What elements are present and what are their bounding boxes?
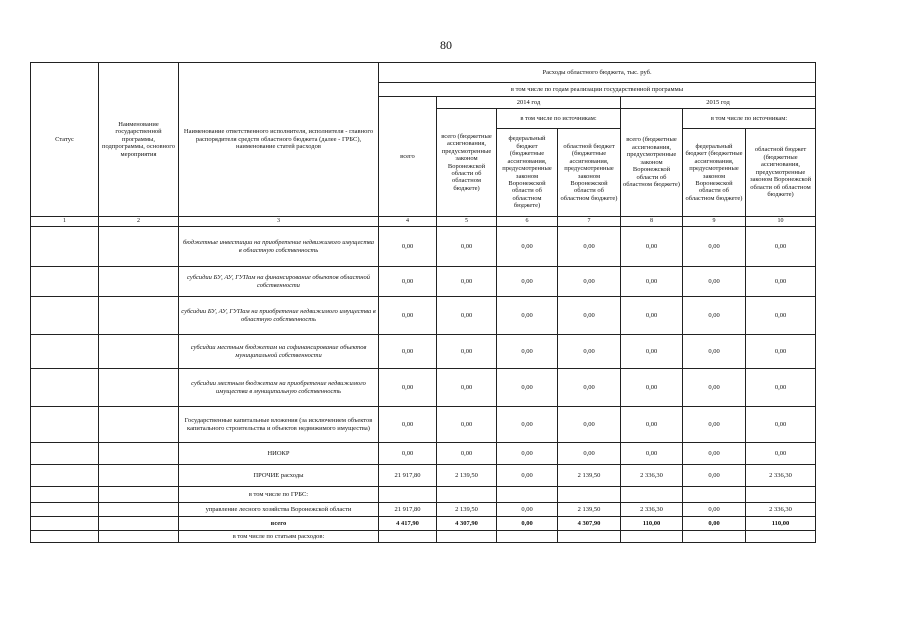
- value-cell: 0,00: [497, 407, 558, 443]
- value-cell: 0,00: [746, 297, 816, 335]
- value-cell: 2 139,50: [558, 503, 621, 517]
- value-cell: 0,00: [497, 503, 558, 517]
- last-row-label: в том числе по статьям расходов:: [179, 531, 379, 543]
- value-cell: 0,00: [558, 369, 621, 407]
- total-value: 4 417,90: [379, 517, 437, 531]
- value-cell: 0,00: [437, 227, 497, 267]
- value-cell: 0,00: [746, 407, 816, 443]
- total-value: 0,00: [683, 517, 746, 531]
- page-number: 80: [440, 38, 452, 52]
- status-cell: [31, 407, 99, 443]
- value-cell: 0,00: [746, 369, 816, 407]
- header-regional-2015: областной бюджет (бюджетные ассигнования, предусмотренные законом Воронежской области об областном бюджете): [746, 129, 816, 217]
- value-cell: [558, 531, 621, 543]
- header-status: Статус: [31, 63, 99, 217]
- value-cell: 0,00: [621, 443, 683, 465]
- header-sources-2015: в том числе по источникам:: [683, 109, 816, 129]
- value-cell: 0,00: [683, 369, 746, 407]
- value-cell: 0,00: [437, 297, 497, 335]
- row-label: ПРОЧИЕ расходы: [179, 465, 379, 487]
- value-cell: 0,00: [683, 443, 746, 465]
- status-cell: [31, 267, 99, 297]
- header-total-2014: всего (бюджетные ассигнования, предусмотренные законом Воронежской области об областном бюджете): [437, 109, 497, 217]
- header-expenses: Расходы областного бюджета, тыс. руб.: [379, 63, 816, 83]
- total-value: 110,00: [621, 517, 683, 531]
- value-cell: 21 917,80: [379, 503, 437, 517]
- table-row: [31, 407, 816, 443]
- value-cell: 0,00: [683, 503, 746, 517]
- header-federal-2014: федеральный бюджет (бюджетные ассигнования, предусмотренные законом Воронежской области об областном бюджете): [497, 129, 558, 217]
- value-cell: 0,00: [379, 267, 437, 297]
- row-label: Государственные капитальные вложения (за исключением объектов капитального строительства и объектов недвижимого имущества): [179, 407, 379, 443]
- value-cell: [683, 487, 746, 503]
- value-cell: 0,00: [558, 443, 621, 465]
- value-cell: 0,00: [497, 227, 558, 267]
- value-cell: [437, 531, 497, 543]
- table-row: [31, 267, 816, 297]
- row-label: НИОКР: [179, 443, 379, 465]
- program-cell: [99, 369, 179, 407]
- col-number: 5: [437, 217, 497, 227]
- value-cell: 0,00: [497, 369, 558, 407]
- col-number: 7: [558, 217, 621, 227]
- value-cell: 0,00: [379, 227, 437, 267]
- value-cell: 0,00: [437, 407, 497, 443]
- value-cell: 0,00: [621, 227, 683, 267]
- value-cell: 0,00: [379, 407, 437, 443]
- col-number: 1: [31, 217, 99, 227]
- table-row: [31, 503, 816, 517]
- total-value: 0,00: [497, 517, 558, 531]
- value-cell: 2 139,50: [437, 503, 497, 517]
- value-cell: 0,00: [437, 267, 497, 297]
- status-cell: [31, 465, 99, 487]
- program-cell: [99, 487, 179, 503]
- value-cell: 0,00: [683, 335, 746, 369]
- value-cell: 0,00: [497, 443, 558, 465]
- value-cell: 0,00: [497, 335, 558, 369]
- value-cell: 0,00: [746, 443, 816, 465]
- value-cell: 2 336,30: [621, 465, 683, 487]
- col-number: 6: [497, 217, 558, 227]
- header-regional-2014: областной бюджет (бюджетные ассигнования, предусмотренные законом Воронежской области об областном бюджете): [558, 129, 621, 217]
- value-cell: 0,00: [379, 443, 437, 465]
- status-cell: [31, 531, 99, 543]
- value-cell: 0,00: [683, 297, 746, 335]
- program-cell: [99, 407, 179, 443]
- value-cell: 2 139,50: [437, 465, 497, 487]
- row-label: бюджетные инвестиции на приобретение недвижимого имущества в областную собственность: [179, 227, 379, 267]
- status-cell: [31, 227, 99, 267]
- value-cell: [497, 487, 558, 503]
- table-row: [31, 487, 816, 503]
- value-cell: 0,00: [683, 227, 746, 267]
- value-cell: 0,00: [437, 335, 497, 369]
- value-cell: 2 139,50: [558, 465, 621, 487]
- status-cell: [31, 487, 99, 503]
- program-cell: [99, 335, 179, 369]
- value-cell: [437, 487, 497, 503]
- row-label: субсидии местным бюджетам на софинансирование объектов муниципальной собственности: [179, 335, 379, 369]
- table-row: [31, 443, 816, 465]
- total-row: [31, 517, 816, 531]
- row-label: субсидии БУ, АУ, ГУПам на приобретение недвижимого имущества в областную собственность: [179, 297, 379, 335]
- value-cell: 0,00: [621, 369, 683, 407]
- total-value: 110,00: [746, 517, 816, 531]
- value-cell: 0,00: [746, 335, 816, 369]
- status-cell: [31, 443, 99, 465]
- value-cell: 0,00: [621, 267, 683, 297]
- column-numbers-row: [31, 217, 816, 227]
- header-year-2015: 2015 год: [621, 97, 816, 109]
- table-row: [31, 297, 816, 335]
- last-row: [31, 531, 816, 543]
- status-cell: [31, 297, 99, 335]
- header-total-2015: всего (бюджетные ассигнования, предусмотренные законом Воронежской области об областном бюджете): [621, 109, 683, 217]
- header-sources-2014: в том числе по источникам:: [497, 109, 621, 129]
- row-label: в том числе по ГРБС:: [179, 487, 379, 503]
- value-cell: 0,00: [683, 267, 746, 297]
- table-row: [31, 335, 816, 369]
- value-cell: [379, 531, 437, 543]
- program-cell: [99, 503, 179, 517]
- row-label: управление лесного хозяйства Воронежской области: [179, 503, 379, 517]
- status-cell: [31, 369, 99, 407]
- header-total: всего: [379, 97, 437, 217]
- value-cell: 2 336,30: [746, 465, 816, 487]
- value-cell: 2 336,30: [746, 503, 816, 517]
- col-number: 9: [683, 217, 746, 227]
- value-cell: 0,00: [558, 297, 621, 335]
- value-cell: 0,00: [558, 267, 621, 297]
- value-cell: 0,00: [437, 443, 497, 465]
- value-cell: [683, 531, 746, 543]
- value-cell: 0,00: [746, 267, 816, 297]
- value-cell: 0,00: [621, 297, 683, 335]
- row-label: субсидии местным бюджетам на приобретение недвижимого имущества в муниципальную собственность: [179, 369, 379, 407]
- value-cell: [497, 531, 558, 543]
- table-row: [31, 465, 816, 487]
- header-year-2014: 2014 год: [437, 97, 621, 109]
- program-cell: [99, 531, 179, 543]
- value-cell: 0,00: [379, 335, 437, 369]
- header-program-name: Наименование государственной программы, подпрограммы, основного мероприятия: [99, 63, 179, 217]
- col-number: 3: [179, 217, 379, 227]
- value-cell: 0,00: [558, 227, 621, 267]
- value-cell: [558, 487, 621, 503]
- value-cell: 0,00: [683, 465, 746, 487]
- value-cell: [379, 487, 437, 503]
- value-cell: 0,00: [379, 297, 437, 335]
- value-cell: 0,00: [497, 267, 558, 297]
- col-number: 10: [746, 217, 816, 227]
- total-value: 4 307,90: [437, 517, 497, 531]
- total-value: 4 307,90: [558, 517, 621, 531]
- budget-table: [30, 62, 816, 543]
- status-cell: [31, 335, 99, 369]
- header-by-years: в том числе по годам реализации государственной программы: [379, 83, 816, 97]
- value-cell: 0,00: [379, 369, 437, 407]
- value-cell: [746, 487, 816, 503]
- header-federal-2015: федеральный бюджет (бюджетные ассигнования, предусмотренные законом Воронежской области об областном бюджете): [683, 129, 746, 217]
- col-number: 2: [99, 217, 179, 227]
- status-cell: [31, 517, 99, 531]
- value-cell: 0,00: [746, 227, 816, 267]
- row-label: субсидии БУ, АУ, ГУПам на финансирование объектов областной собственности: [179, 267, 379, 297]
- value-cell: [621, 487, 683, 503]
- program-cell: [99, 297, 179, 335]
- program-cell: [99, 443, 179, 465]
- value-cell: 0,00: [558, 407, 621, 443]
- value-cell: 0,00: [497, 297, 558, 335]
- status-cell: [31, 503, 99, 517]
- value-cell: [746, 531, 816, 543]
- program-cell: [99, 227, 179, 267]
- value-cell: 0,00: [497, 465, 558, 487]
- value-cell: 0,00: [683, 407, 746, 443]
- program-cell: [99, 267, 179, 297]
- value-cell: 0,00: [437, 369, 497, 407]
- value-cell: [621, 531, 683, 543]
- value-cell: 2 336,30: [621, 503, 683, 517]
- program-cell: [99, 465, 179, 487]
- header-executor: Наименование ответственного исполнителя, исполнителя - главного распорядителя средств областного бюджета (далее - ГРБС), наименование статей расходов: [179, 63, 379, 217]
- program-cell: [99, 517, 179, 531]
- col-number: 8: [621, 217, 683, 227]
- total-label: всего: [179, 517, 379, 531]
- value-cell: 0,00: [621, 407, 683, 443]
- table-row: [31, 227, 816, 267]
- table-row: [31, 369, 816, 407]
- col-number: 4: [379, 217, 437, 227]
- value-cell: 0,00: [558, 335, 621, 369]
- value-cell: 0,00: [621, 335, 683, 369]
- value-cell: 21 917,80: [379, 465, 437, 487]
